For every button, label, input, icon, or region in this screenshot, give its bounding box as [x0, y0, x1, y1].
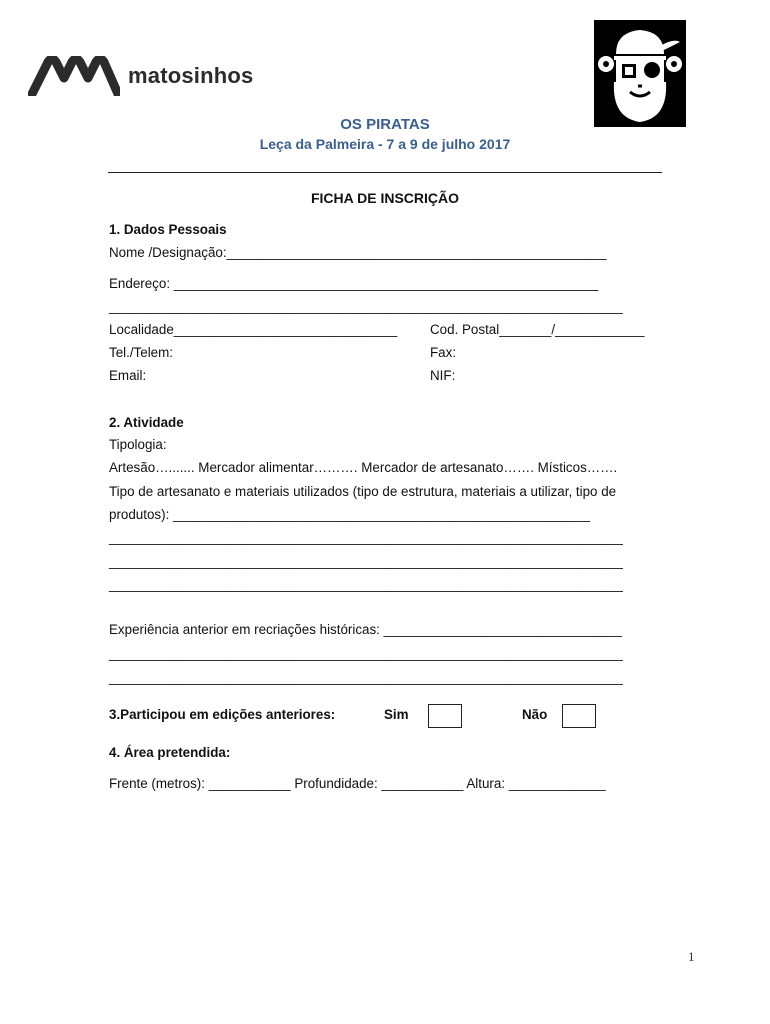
section-2-heading: 2. Atividade — [109, 415, 184, 430]
page-number: 1 — [688, 949, 695, 964]
pirate-logo — [594, 20, 686, 127]
localidade-field[interactable]: Localidade______________________________ — [109, 322, 398, 337]
event-subtitle: Leça da Palmeira - 7 a 9 de julho 2017 — [259, 136, 511, 152]
dimensions-fields[interactable]: Frente (metros): ___________ Profundidade: ___________ Altura: _____________ — [109, 776, 606, 791]
section-4-heading: 4. Área pretendida: — [109, 745, 231, 760]
pirate-face-icon — [594, 20, 686, 127]
form-heading: FICHA DE INSCRIÇÃO — [310, 190, 460, 206]
event-title: OS PIRATAS — [340, 116, 430, 133]
sim-checkbox[interactable] — [428, 704, 462, 728]
nao-label: Não — [522, 707, 548, 722]
tipologia-label: Tipologia: — [109, 437, 167, 452]
fax-label: Fax: — [430, 345, 457, 360]
blank-line[interactable]: _____________________________________________________________________ — [109, 577, 623, 592]
blank-line[interactable]: _____________________________________________________________________ — [109, 670, 623, 685]
matosinhos-logo — [28, 56, 253, 96]
brand-name: matosinhos — [128, 63, 254, 88]
activity-options[interactable]: Artesão…....... Mercador alimentar………. Mercador de artesanato……. Místicos……. — [109, 460, 618, 475]
section-1-heading: 1. Dados Pessoais — [109, 222, 227, 237]
produtos-field[interactable]: produtos): ________________________________________________________ — [109, 507, 591, 522]
experiencia-field[interactable]: Experiência anterior em recriações históricas: ________________________________ — [109, 622, 622, 637]
tel-label: Tel./Telem: — [109, 345, 173, 360]
tipo-artesanato-label: Tipo de artesanato e materiais utilizados (tipo de estrutura, materiais a utilizar, tipo de — [109, 484, 617, 499]
header-divider — [108, 172, 662, 173]
blank-line[interactable]: _____________________________________________________________________ — [109, 646, 623, 661]
nome-field[interactable]: Nome /Designação:___________________________________________________ — [109, 245, 607, 260]
blank-line[interactable]: _____________________________________________________________________ — [109, 554, 623, 569]
section-3-heading: 3.Participou em edições anteriores: — [109, 707, 336, 722]
blank-line[interactable]: _____________________________________________________________________ — [109, 530, 623, 545]
matosinhos-mark-icon — [28, 56, 120, 96]
nao-checkbox[interactable] — [562, 704, 596, 728]
email-label: Email: — [109, 368, 147, 383]
nif-label: NIF: — [430, 368, 456, 383]
endereco-field[interactable]: Endereço: _________________________________________________________ — [109, 276, 599, 291]
cod-postal-field[interactable]: Cod. Postal_______/____________ — [430, 322, 645, 337]
sim-label: Sim — [384, 707, 409, 722]
endereco-continuation-field[interactable]: _____________________________________________________________________ — [109, 299, 623, 314]
